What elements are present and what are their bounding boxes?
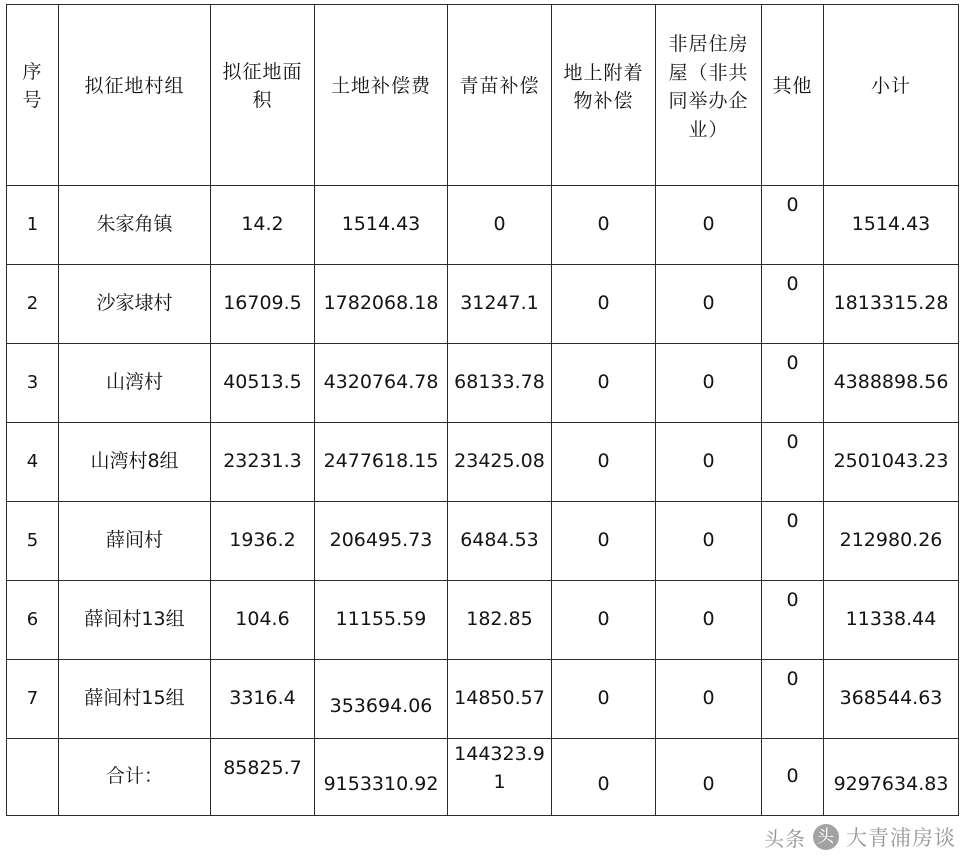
cell-area: 16709.5 xyxy=(211,265,315,344)
cell-subtotal: 2501043.23 xyxy=(824,423,959,502)
cell-total-land-compensation xyxy=(315,739,448,816)
cell-attachment-compensation: 0 xyxy=(552,344,656,423)
cell-land-compensation: 1514.43 xyxy=(315,186,448,265)
cell-subtotal: 1514.43 xyxy=(824,186,959,265)
cell-attachment-compensation: 0 xyxy=(552,265,656,344)
cell-area: 14.2 xyxy=(211,186,315,265)
cell-land-compensation xyxy=(315,660,448,739)
cell-nonresidential-house: 0 xyxy=(656,344,762,423)
cell-village: 沙家埭村 xyxy=(59,265,211,344)
header-row xyxy=(7,5,959,186)
column-header-other xyxy=(762,5,824,186)
cell-nonresidential-house: 0 xyxy=(656,186,762,265)
cell-total-nonresidential-house xyxy=(656,739,762,816)
cell-land-compensation: 4320764.78 xyxy=(315,344,448,423)
cell-land-compensation-value: 353694.06 xyxy=(329,695,433,718)
cell-other: 0 xyxy=(762,186,824,265)
cell-other: 0 xyxy=(762,344,824,423)
table-total-row xyxy=(7,739,959,816)
cell-area: 104.6 xyxy=(211,581,315,660)
cell-other: 0 xyxy=(762,265,824,344)
column-header-crop-compensation-label: 青苗补偿 xyxy=(459,75,540,98)
cell-total-subtotal-value: 9297634.83 xyxy=(833,773,949,796)
toutiao-badge-icon: 头 xyxy=(813,824,839,850)
cell-land-compensation: 206495.73 xyxy=(315,502,448,581)
cell-village: 山湾村8组 xyxy=(59,423,211,502)
column-header-village-label: 拟征地村组 xyxy=(84,75,185,98)
table-row xyxy=(7,502,959,581)
cell-area: 1936.2 xyxy=(211,502,315,581)
cell-crop-compensation: 0 xyxy=(448,186,552,265)
cell-land-compensation: 1782068.18 xyxy=(315,265,448,344)
watermark xyxy=(764,822,956,852)
cell-subtotal: 212980.26 xyxy=(824,502,959,581)
column-header-crop-compensation xyxy=(448,5,552,186)
cell-subtotal: 368544.63 xyxy=(824,660,959,739)
cell-subtotal: 1813315.28 xyxy=(824,265,959,344)
table-row xyxy=(7,265,959,344)
cell-attachment-compensation: 0 xyxy=(552,502,656,581)
cell-index: 2 xyxy=(7,265,59,344)
column-header-nonresidential-house xyxy=(656,5,762,186)
column-header-subtotal-label: 小计 xyxy=(870,75,911,98)
cell-total-crop-compensation-value: 144323.91 xyxy=(454,743,545,793)
cell-crop-compensation: 23425.08 xyxy=(448,423,552,502)
cell-total-attachment-compensation-value: 0 xyxy=(597,773,610,796)
cell-total-subtotal xyxy=(824,739,959,816)
cell-attachment-compensation: 0 xyxy=(552,186,656,265)
table-header xyxy=(7,5,959,186)
cell-village: 朱家角镇 xyxy=(59,186,211,265)
column-header-area xyxy=(211,5,315,186)
column-header-nonresidential-house-label: 非居住房屋（非共同举办企业） xyxy=(668,33,749,141)
cell-attachment-compensation: 0 xyxy=(552,423,656,502)
cell-village: 薛间村15组 xyxy=(59,660,211,739)
column-header-attachment-compensation xyxy=(552,5,656,186)
cell-nonresidential-house: 0 xyxy=(656,423,762,502)
cell-nonresidential-house: 0 xyxy=(656,660,762,739)
column-header-land-compensation-label: 土地补偿费 xyxy=(330,75,431,98)
cell-attachment-compensation: 0 xyxy=(552,581,656,660)
table-body xyxy=(7,186,959,816)
column-header-index xyxy=(7,5,59,186)
cell-area: 40513.5 xyxy=(211,344,315,423)
column-header-other-label: 其他 xyxy=(772,75,813,98)
cell-land-compensation: 11155.59 xyxy=(315,581,448,660)
column-header-area-label: 拟征地面积 xyxy=(222,61,303,111)
table-row xyxy=(7,423,959,502)
table-row xyxy=(7,581,959,660)
cell-index: 1 xyxy=(7,186,59,265)
document-sheet xyxy=(6,4,958,852)
cell-subtotal: 11338.44 xyxy=(824,581,959,660)
cell-index: 4 xyxy=(7,423,59,502)
land-acquisition-table xyxy=(6,4,959,816)
cell-total-other: 0 xyxy=(762,739,824,816)
column-header-attachment-compensation-label: 地上附着物补偿 xyxy=(563,61,644,112)
column-header-land-compensation xyxy=(315,5,448,186)
column-header-village xyxy=(59,5,211,186)
cell-total-attachment-compensation xyxy=(552,739,656,816)
cell-village: 山湾村 xyxy=(59,344,211,423)
cell-index: 3 xyxy=(7,344,59,423)
cell-village: 薛间村 xyxy=(59,502,211,581)
cell-crop-compensation: 14850.57 xyxy=(448,660,552,739)
watermark-source-label: 头条 xyxy=(764,826,806,851)
cell-area: 3316.4 xyxy=(211,660,315,739)
cell-village: 薛间村13组 xyxy=(59,581,211,660)
column-header-index-label: 序号 xyxy=(22,61,43,111)
cell-nonresidential-house: 0 xyxy=(656,502,762,581)
cell-nonresidential-house: 0 xyxy=(656,265,762,344)
cell-area: 23231.3 xyxy=(211,423,315,502)
cell-subtotal: 4388898.56 xyxy=(824,344,959,423)
cell-other: 0 xyxy=(762,423,824,502)
table-row xyxy=(7,344,959,423)
column-header-subtotal xyxy=(824,5,959,186)
watermark-account-name: 大青浦房谈 xyxy=(846,826,956,850)
cell-total-crop-compensation xyxy=(448,739,552,816)
cell-other: 0 xyxy=(762,581,824,660)
cell-other: 0 xyxy=(762,502,824,581)
cell-crop-compensation: 6484.53 xyxy=(448,502,552,581)
cell-total-label: 合计： xyxy=(59,739,211,816)
cell-other: 0 xyxy=(762,660,824,739)
cell-land-compensation: 2477618.15 xyxy=(315,423,448,502)
cell-attachment-compensation: 0 xyxy=(552,660,656,739)
cell-crop-compensation: 182.85 xyxy=(448,581,552,660)
table-row xyxy=(7,186,959,265)
cell-index: 5 xyxy=(7,502,59,581)
table-row xyxy=(7,660,959,739)
cell-crop-compensation: 31247.1 xyxy=(448,265,552,344)
cell-total-land-compensation-value: 9153310.92 xyxy=(323,773,439,796)
cell-index: 6 xyxy=(7,581,59,660)
cell-total-area xyxy=(211,739,315,816)
cell-crop-compensation: 68133.78 xyxy=(448,344,552,423)
cell-total-nonresidential-house-value: 0 xyxy=(702,773,715,796)
cell-nonresidential-house: 0 xyxy=(656,581,762,660)
cell-index xyxy=(7,739,59,816)
cell-total-area-value: 85825.7 xyxy=(223,757,302,780)
cell-index: 7 xyxy=(7,660,59,739)
